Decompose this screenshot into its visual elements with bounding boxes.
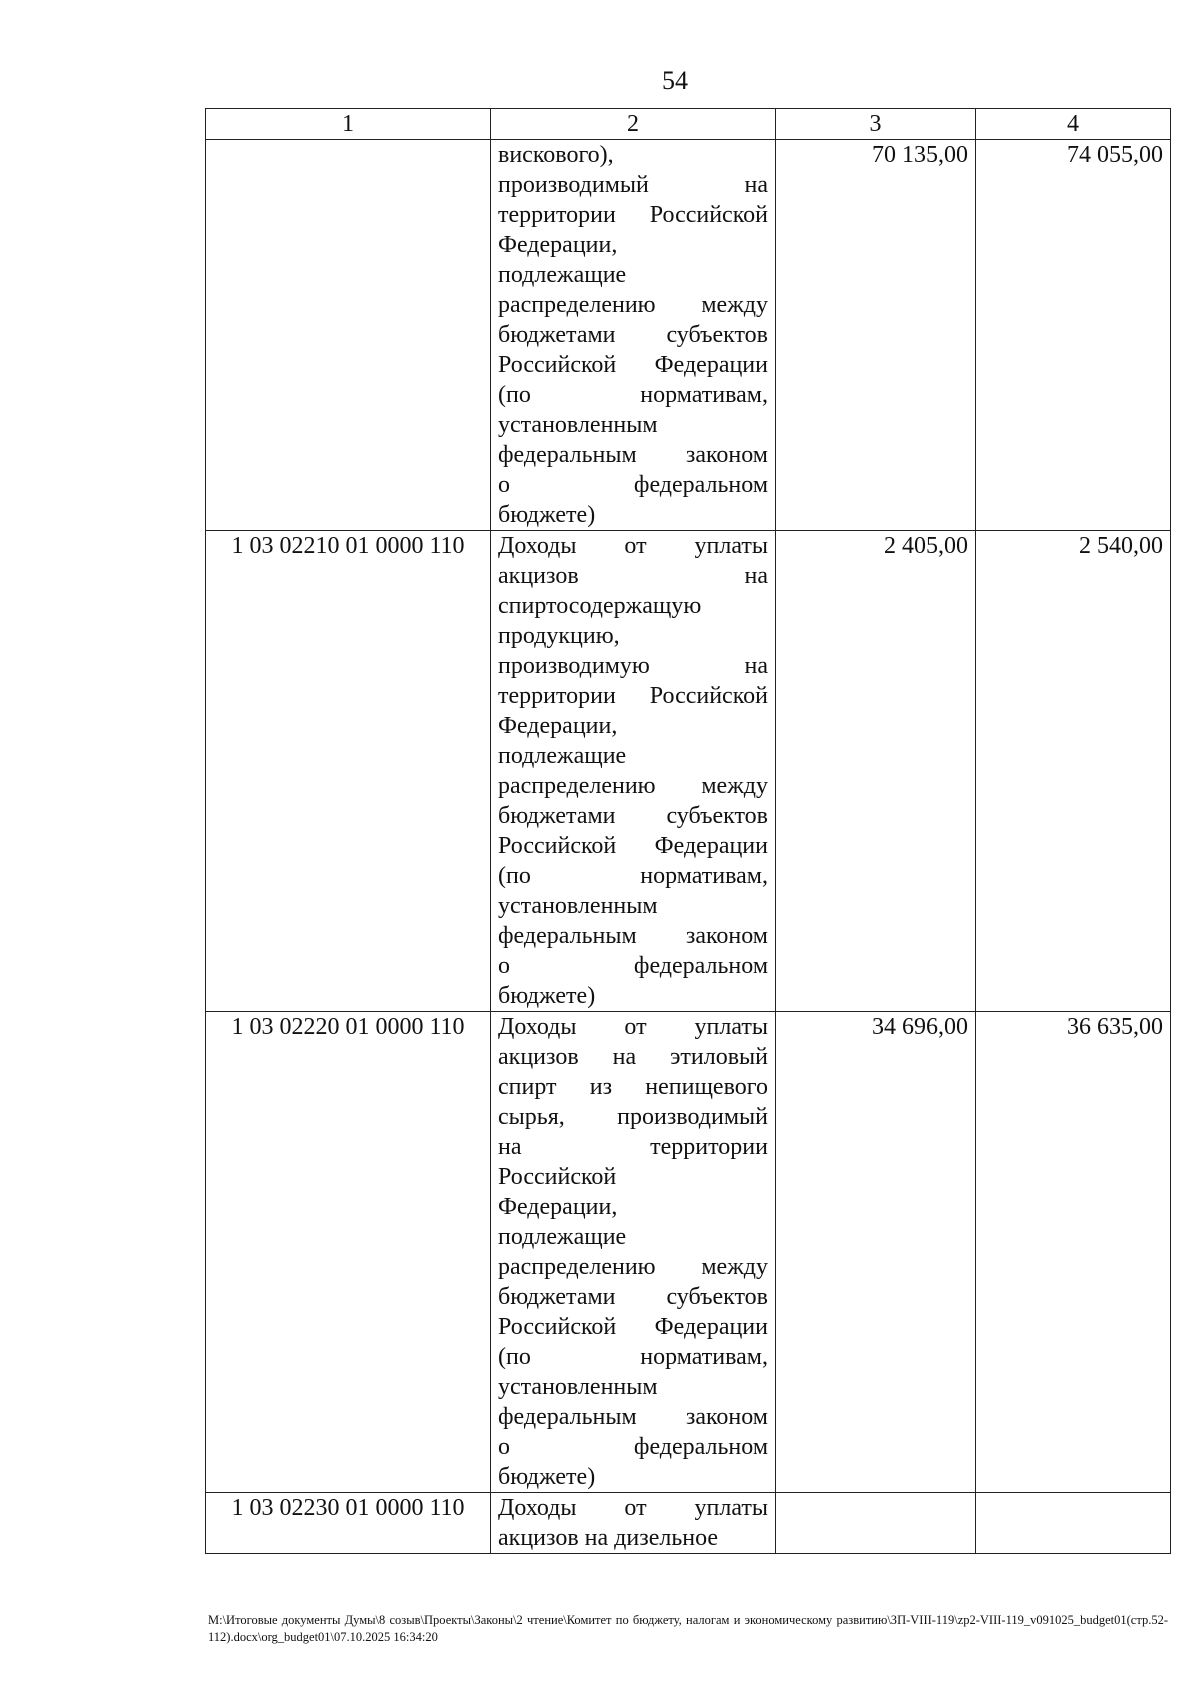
description-line: (по нормативам, xyxy=(498,1344,768,1370)
description-line: сырья, производимый xyxy=(498,1104,768,1130)
description-line: (по нормативам, xyxy=(498,382,768,408)
amount-col-3-cell: 70 135,00 xyxy=(776,140,976,531)
description-line: установленным xyxy=(498,893,658,919)
header-row xyxy=(206,109,1171,140)
description-line: установленным xyxy=(498,412,658,438)
amount-col-3-cell: 34 696,00 xyxy=(776,1012,976,1493)
description-line: Федерации, xyxy=(498,232,618,258)
table-row xyxy=(206,140,1171,531)
description-line: распределению между xyxy=(498,1254,768,1280)
amount-col-3-cell xyxy=(776,1493,976,1554)
budget-code-cell: 1 03 02230 01 0000 110 xyxy=(206,1493,491,1554)
description-cell xyxy=(491,1012,776,1493)
description-line: территории Российской xyxy=(498,202,768,228)
description-line: производимый на xyxy=(498,172,768,198)
description-line: федеральным законом xyxy=(498,442,768,468)
description-line: производимую на xyxy=(498,653,768,679)
amount-col-4-cell: 74 055,00 xyxy=(976,140,1171,531)
description-cell xyxy=(491,140,776,531)
page-number: 54 xyxy=(662,66,688,95)
description-line: установленным xyxy=(498,1374,658,1400)
description-cell xyxy=(491,531,776,1012)
file-path-footer: M:\Итоговые документы Думы\8 созыв\Проекты\Законы\2 чтение\Комитет по бюджету, налогам и экономическому развитию\ЗП-VIII-119\zp2-VIII-119_v091025_budget01(стр.52-112).docx\org_budget01\07.10.2025 16:34:20 xyxy=(208,1613,1168,1644)
description-line: Доходы от уплаты xyxy=(498,1495,768,1521)
amount-col-4-cell: 36 635,00 xyxy=(976,1012,1171,1493)
description-line: бюджетами субъектов xyxy=(498,1284,768,1310)
description-line: подлежащие xyxy=(498,743,627,769)
description-line: Федерации, xyxy=(498,713,618,739)
amount-col-4-cell xyxy=(976,1493,1171,1554)
description-line: распределению между xyxy=(498,292,768,318)
description-line: (по нормативам, xyxy=(498,863,768,889)
description-line: Федерации, xyxy=(498,1194,618,1220)
amount-col-4-cell: 2 540,00 xyxy=(976,531,1171,1012)
description-line: подлежащие xyxy=(498,262,627,288)
header-col-1: 1 xyxy=(206,109,491,140)
header-col-4: 4 xyxy=(976,109,1171,140)
description-line: вискового), xyxy=(498,142,614,168)
description-line: распределению между xyxy=(498,773,768,799)
description-line: бюджетами субъектов xyxy=(498,803,768,829)
description-line: о федеральном xyxy=(498,1434,768,1460)
description-line: Доходы от уплаты xyxy=(498,533,768,559)
description-line: Российской Федерации xyxy=(498,352,768,378)
description-line: федеральным законом xyxy=(498,1404,768,1430)
budget-code-cell: 1 03 02220 01 0000 110 xyxy=(206,1012,491,1493)
description-cell xyxy=(491,1493,776,1554)
description-line: бюджете) xyxy=(498,1464,596,1490)
description-line: Российской xyxy=(498,1164,617,1190)
description-line: акцизов на этиловый xyxy=(498,1044,768,1070)
description-line: Российской Федерации xyxy=(498,1314,768,1340)
description-line: на территории xyxy=(498,1134,768,1160)
description-line: Российской Федерации xyxy=(498,833,768,859)
budget-table xyxy=(205,108,1171,1554)
table-header xyxy=(206,109,1171,140)
description-line: подлежащие xyxy=(498,1224,627,1250)
table-row xyxy=(206,1493,1171,1554)
description-line: спирт из непищевого xyxy=(498,1074,768,1100)
description-line: Доходы от уплаты xyxy=(498,1014,768,1040)
description-line: территории Российской xyxy=(498,683,768,709)
table-body xyxy=(206,140,1171,1554)
description-line: о федеральном xyxy=(498,953,768,979)
description-line: бюджете) xyxy=(498,983,596,1009)
description-line: акцизов на xyxy=(498,563,768,589)
budget-code-cell xyxy=(206,140,491,531)
description-line: бюджете) xyxy=(498,502,596,528)
header-col-2: 2 xyxy=(491,109,776,140)
table-row xyxy=(206,531,1171,1012)
description-line: акцизов на дизельное xyxy=(498,1525,719,1551)
description-line: о федеральном xyxy=(498,472,768,498)
description-line: спиртосодержащую xyxy=(498,593,702,619)
description-line: бюджетами субъектов xyxy=(498,322,768,348)
amount-col-3-cell: 2 405,00 xyxy=(776,531,976,1012)
description-line: федеральным законом xyxy=(498,923,768,949)
header-col-3: 3 xyxy=(776,109,976,140)
table-row xyxy=(206,1012,1171,1493)
description-line: продукцию, xyxy=(498,623,620,649)
budget-code-cell: 1 03 02210 01 0000 110 xyxy=(206,531,491,1012)
